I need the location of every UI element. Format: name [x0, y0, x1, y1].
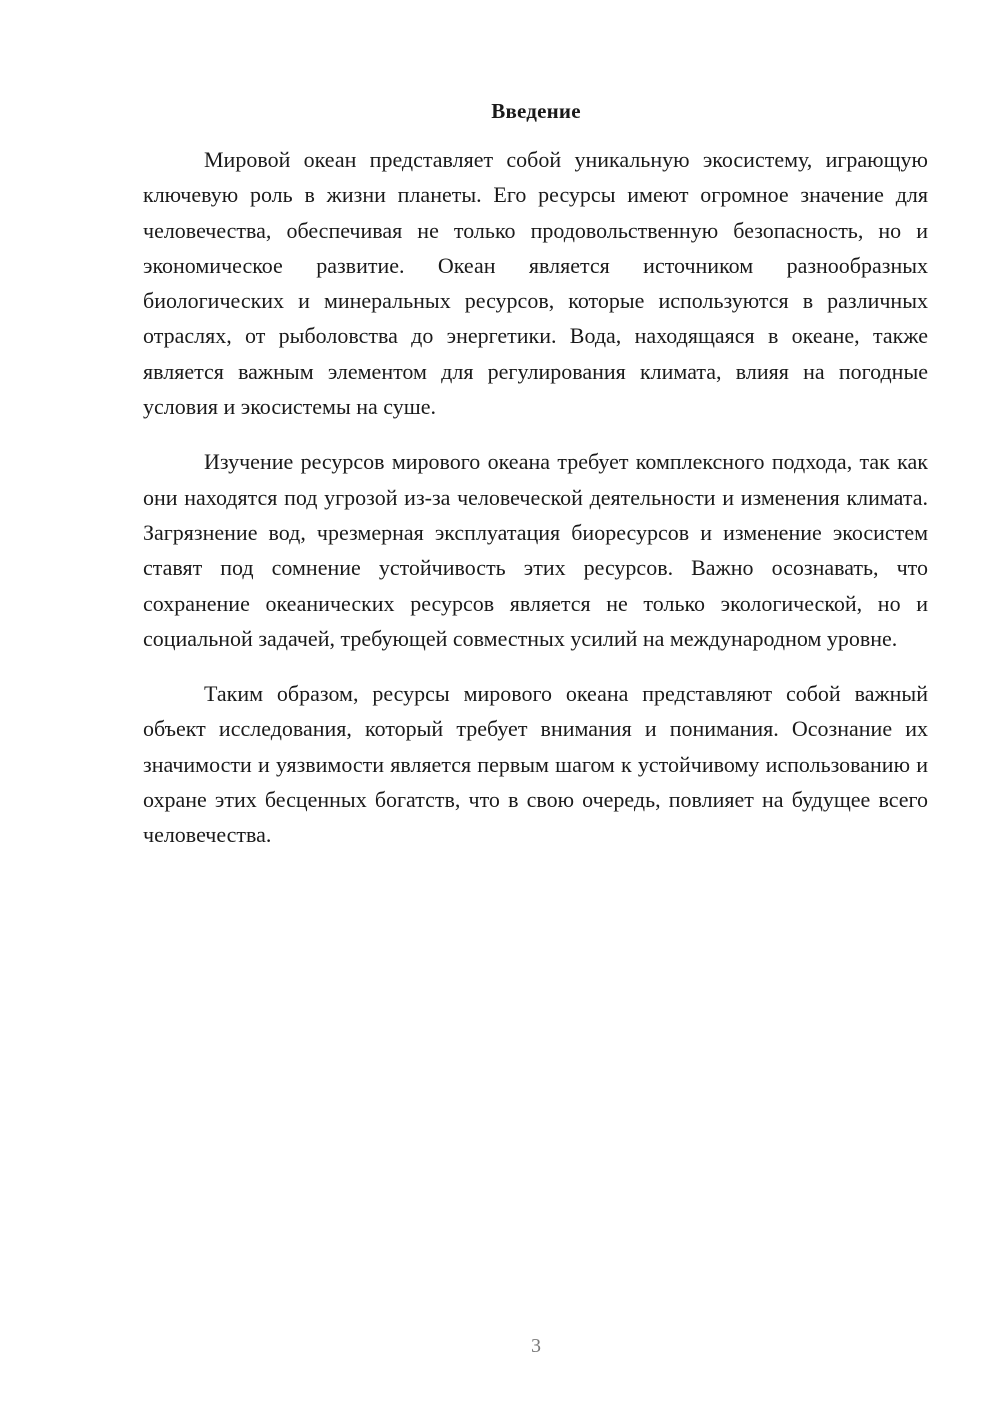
section-heading: Введение: [491, 99, 581, 123]
page-number: 3: [531, 1335, 541, 1357]
paragraph-2: Изучение ресурсов мирового океана требует комплексного подхода, так как они находятся под угрозой из-за человеческой деятельности и изменения климата. Загрязнение вод, чрезмерная эксплуатация биоресурсов и изменение экосистем ставят под сомнение устойчивость этих ресурсов. Важно осознавать, что сохранение океанических ресурсов является не только экологической, но и социальной задачей, требующей совместных усилий на международном уровне.: [143, 449, 928, 651]
paragraph-3: Таким образом, ресурсы мирового океана представляют собой важный объект исследования, который требует внимания и понимания. Осознание их значимости и уязвимости является первым шагом к устойчивому использованию и охране этих бесценных богатств, что в свою очередь, повлияет на будущее всего человечества.: [143, 681, 928, 848]
paragraph-1: Мировой океан представляет собой уникальную экосистему, играющую ключевую роль в жизни планеты. Его ресурсы имеют огромное значение для человечества, обеспечивая не только продовольственную безопасность, но и экономическое развитие. Океан является источником разнообразных биологических и минеральных ресурсов, которые используются в различных отраслях, от рыболовства до энергетики. Вода, находящаяся в океане, также является важным элементом для регулирования климата, влияя на погодные условия и экосистемы на суше.: [143, 147, 928, 420]
body-text: [143, 142, 928, 873]
